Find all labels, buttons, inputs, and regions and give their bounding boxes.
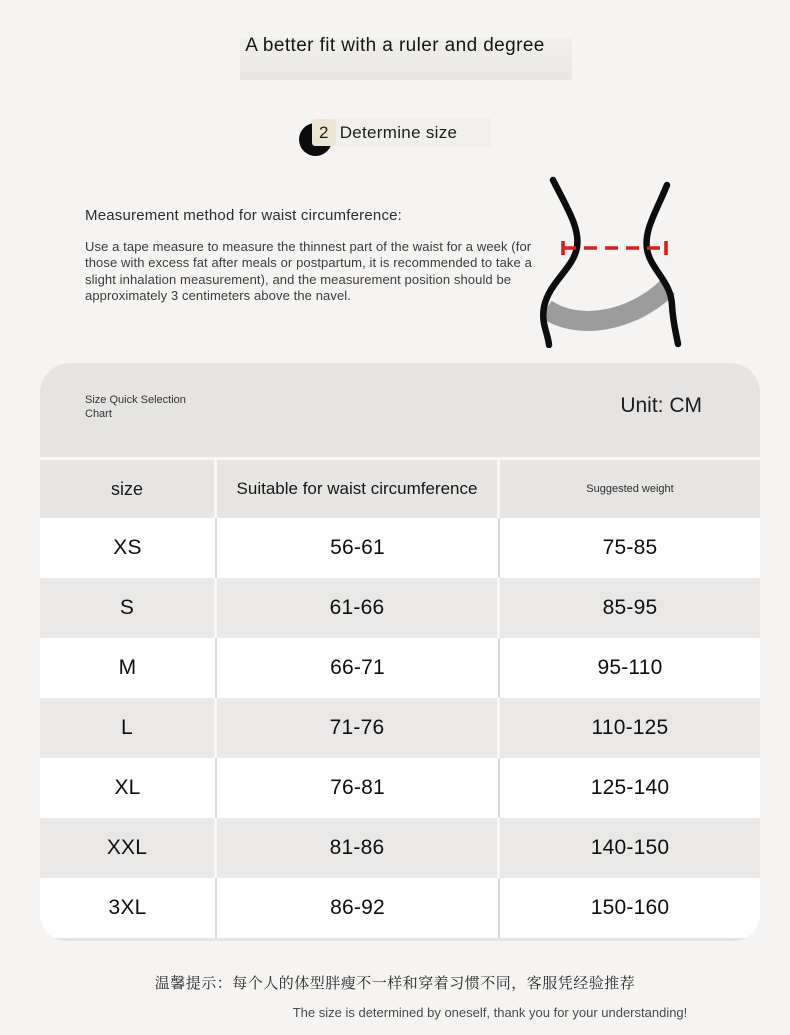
size-cell: L bbox=[40, 698, 217, 758]
weight-cell: 140-150 bbox=[590, 836, 670, 859]
waist-cell: 71-76 bbox=[217, 698, 500, 758]
table-row bbox=[40, 758, 760, 818]
table-row bbox=[40, 698, 760, 758]
weight-cell: 75-85 bbox=[602, 536, 658, 559]
table-row bbox=[40, 818, 760, 878]
size-chart bbox=[40, 363, 760, 941]
step-determine-size bbox=[299, 118, 492, 160]
measurement-instructions bbox=[85, 207, 537, 305]
waist-cell: 56-61 bbox=[217, 518, 500, 578]
weight-cell: 85-95 bbox=[602, 596, 658, 619]
size-cell: XXL bbox=[40, 818, 217, 878]
waist-cell: 66-71 bbox=[217, 638, 500, 698]
measurement-paragraph: Use a tape measure to measure the thinnest part of the waist for a week (for those with excess fat after meals or postpartum, it is recommended to take a slight inhalation measurement), and the measurement position should be approximately 3 centimeters above the navel. bbox=[85, 239, 532, 304]
warm-tip-text: 温馨提示：每个人的体型胖瘦不一样和穿着习惯不同，客服凭经验推荐 bbox=[154, 975, 636, 992]
size-chart-caption: Size Quick Selection Chart bbox=[85, 394, 186, 420]
size-cell: S bbox=[40, 578, 217, 638]
step-row bbox=[0, 118, 790, 160]
table-row bbox=[40, 638, 760, 698]
size-chart-header-band bbox=[40, 363, 760, 457]
step-number: 2 bbox=[318, 123, 329, 142]
weight-cell: 150-160 bbox=[590, 896, 670, 919]
weight-cell: 125-140 bbox=[590, 776, 670, 799]
size-disclaimer-text: The size is determined by oneself, thank you for your understanding! bbox=[292, 1005, 688, 1020]
size-cell: M bbox=[40, 638, 217, 698]
table-row bbox=[40, 878, 760, 938]
waistband-shape bbox=[546, 287, 668, 321]
column-header-weight: Suggested weight bbox=[586, 483, 674, 495]
column-header-waist: Suitable for waist circumference bbox=[217, 460, 500, 518]
size-cell: XS bbox=[40, 518, 217, 578]
weight-cell: 110-125 bbox=[591, 716, 669, 739]
waist-cell: 61-66 bbox=[217, 578, 500, 638]
unit-label: Unit: CM bbox=[620, 394, 702, 417]
table-row bbox=[40, 518, 760, 578]
step-badge bbox=[299, 118, 335, 160]
size-cell: 3XL bbox=[40, 878, 217, 938]
waist-cell: 86-92 bbox=[217, 878, 500, 938]
waist-diagram-icon bbox=[520, 168, 740, 348]
column-header-size: size bbox=[40, 460, 217, 518]
measurement-heading: Measurement method for waist circumference: bbox=[85, 207, 403, 224]
size-cell: XL bbox=[40, 758, 217, 818]
table-header-row bbox=[40, 457, 760, 518]
page-title: A better fit with a ruler and degree bbox=[245, 35, 545, 56]
waist-cell: 76-81 bbox=[217, 758, 500, 818]
weight-cell: 95-110 bbox=[597, 656, 663, 679]
table-row bbox=[40, 578, 760, 638]
waist-cell: 81-86 bbox=[217, 818, 500, 878]
step-label: Determine size bbox=[335, 118, 492, 147]
body-outline-right bbox=[647, 185, 678, 344]
